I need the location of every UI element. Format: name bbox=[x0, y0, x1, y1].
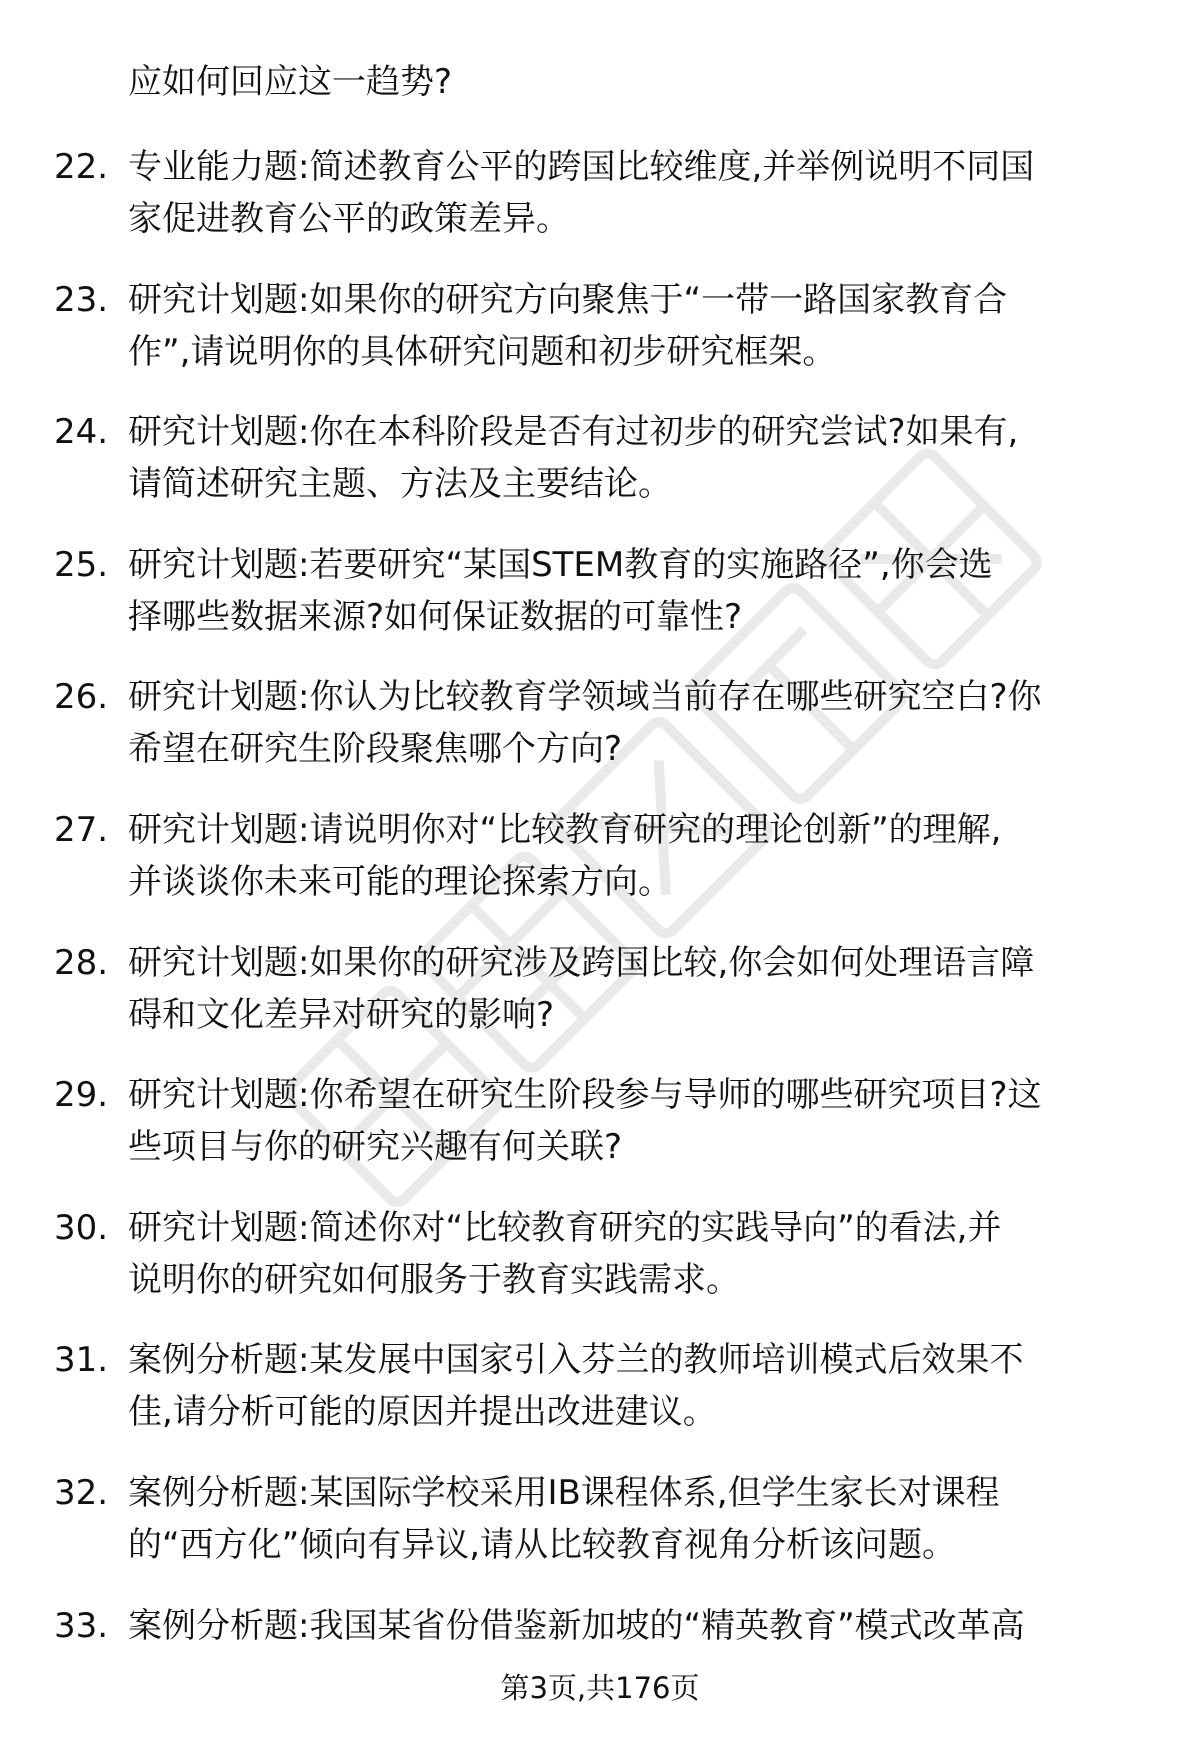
question-number: 25. bbox=[54, 544, 109, 585]
question-item-28 bbox=[0, 937, 1200, 1059]
question-number: 23. bbox=[54, 279, 109, 320]
question-item-25 bbox=[0, 539, 1200, 661]
question-text-line-2: 请简述研究主题、方法及主要结论。 bbox=[128, 464, 672, 505]
question-text-line-2: 碍和文化差异对研究的影响? bbox=[128, 994, 555, 1035]
question-item-22 bbox=[0, 141, 1200, 263]
continued-question-text: 应如何回应这一趋势? bbox=[128, 62, 453, 102]
question-number: 26. bbox=[54, 677, 109, 718]
question-text-line-1: 研究计划题:若要研究“某国STEM教育的实施路径”,你会选 bbox=[128, 544, 993, 585]
question-number: 30. bbox=[54, 1207, 109, 1248]
question-text-line-2: 佳,请分析可能的原因并提出改进建议。 bbox=[128, 1392, 717, 1433]
question-number: 29. bbox=[54, 1075, 109, 1116]
question-number: 33. bbox=[54, 1605, 109, 1646]
question-item-31 bbox=[0, 1334, 1200, 1456]
question-number: 22. bbox=[54, 147, 109, 187]
question-item-24 bbox=[0, 406, 1200, 528]
question-text-line-1: 研究计划题:你在本科阶段是否有过初步的研究尝试?如果有, bbox=[128, 412, 1019, 453]
question-text-line-1: 案例分析题:某发展中国家引入芬兰的教师培训模式后效果不 bbox=[128, 1340, 1024, 1381]
question-text-line-2: 家促进教育公平的政策差异。 bbox=[128, 199, 570, 239]
question-text-line-2: 作”,请说明你的具体研究问题和初步研究框架。 bbox=[128, 331, 837, 372]
question-text-line-1: 案例分析题:某国际学校采用IB课程体系,但学生家长对课程 bbox=[128, 1472, 1000, 1513]
question-text-line-2: 的“西方化”倾向有异议,请从比较教育视角分析该问题。 bbox=[128, 1524, 957, 1565]
question-number: 28. bbox=[54, 942, 109, 983]
question-text-line-1: 研究计划题:如果你的研究方向聚焦于“一带一路国家教育合 bbox=[128, 279, 1008, 320]
question-item-29 bbox=[0, 1069, 1200, 1191]
question-text-line-2: 择哪些数据来源?如何保证数据的可靠性? bbox=[128, 596, 743, 637]
question-number: 24. bbox=[54, 412, 109, 453]
question-item-30 bbox=[0, 1202, 1200, 1324]
question-item-32 bbox=[0, 1467, 1200, 1589]
question-text-line-2: 希望在研究生阶段聚焦哪个方向? bbox=[128, 729, 623, 770]
question-text-line-1: 案例分析题:我国某省份借鉴新加坡的“精英教育”模式改革高 bbox=[128, 1605, 1025, 1646]
question-item-26 bbox=[0, 671, 1200, 793]
page-number-footer: 第3页,共176页 bbox=[500, 1671, 700, 1705]
question-item-23 bbox=[0, 274, 1200, 396]
question-list bbox=[0, 141, 1200, 1732]
question-text-line-1: 研究计划题:你希望在研究生阶段参与导师的哪些研究项目?这 bbox=[128, 1075, 1042, 1116]
question-text-line-2: 并谈谈你未来可能的理论探索方向。 bbox=[128, 861, 672, 902]
question-number: 32. bbox=[54, 1472, 109, 1513]
question-item-27 bbox=[0, 804, 1200, 926]
question-text-line-2: 说明你的研究如何服务于教育实践需求。 bbox=[128, 1259, 740, 1300]
question-text-line-2: 些项目与你的研究兴趣有何关联? bbox=[128, 1127, 623, 1168]
question-text-line-1: 研究计划题:简述你对“比较教育研究的实践导向”的看法,并 bbox=[128, 1207, 1002, 1248]
question-text-line-1: 研究计划题:如果你的研究涉及跨国比较,你会如何处理语言障 bbox=[128, 942, 1035, 983]
question-text-line-1: 专业能力题:简述教育公平的跨国比较维度,并举例说明不同国 bbox=[128, 147, 1035, 187]
question-text-line-1: 研究计划题:请说明你对“比较教育研究的理论创新”的理解, bbox=[128, 809, 1002, 850]
question-number: 31. bbox=[54, 1340, 109, 1381]
question-text-line-1: 研究计划题:你认为比较教育学领域当前存在哪些研究空白?你 bbox=[128, 677, 1042, 718]
question-number: 27. bbox=[54, 809, 109, 850]
